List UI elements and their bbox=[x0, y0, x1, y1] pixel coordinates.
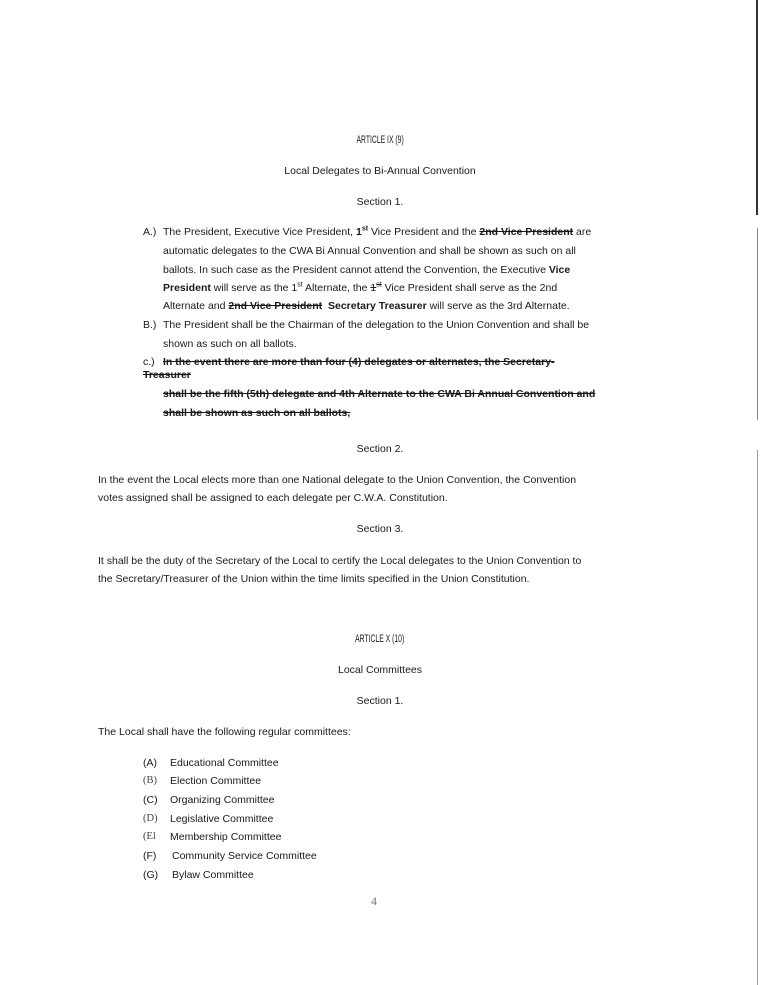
page-number: 4 bbox=[371, 894, 377, 908]
text-segment: will serve as the 3rd Alternate. bbox=[426, 300, 570, 312]
struck-text: 1 bbox=[370, 282, 377, 294]
article-x-title-text: ARTICLE X (10) bbox=[355, 633, 405, 645]
scan-edge-line bbox=[756, 0, 758, 215]
text-segment: automatic delegates to the CWA Bi Annual Convention and shall be shown as such on all bbox=[163, 245, 576, 257]
text-segment: ballots. In such case as the President cannot attend the Convention, the Executive bbox=[163, 264, 549, 276]
committee-name: Election Committee bbox=[170, 775, 262, 787]
text-segment: Secretary Treasurer bbox=[328, 300, 427, 312]
text-segment: 1 bbox=[356, 226, 362, 238]
struck-superscript: st bbox=[376, 281, 382, 289]
item-b-line: The President shall be the Chairman of the delegation to the Union Convention and shall be bbox=[163, 319, 590, 331]
article-x-subtitle: Local Committees bbox=[337, 664, 423, 676]
text-segment: Vice bbox=[548, 264, 571, 276]
committee-label: (A) bbox=[143, 757, 157, 769]
item-a-line bbox=[163, 225, 591, 239]
item-a-label: A.) bbox=[143, 226, 157, 238]
paragraph-line: In the event the Local elects more than one National delegate to the Union Convention, the Convention bbox=[98, 474, 577, 486]
article-ix-subtitle: Local Delegates to Bi-Annual Convention bbox=[284, 165, 476, 177]
committee-name: Community Service Committee bbox=[172, 850, 317, 862]
item-a-line bbox=[163, 281, 557, 295]
text-segment: Vice President and the bbox=[368, 226, 480, 238]
item-c-line: In the event there are more than four (4) delegates or alternates, the Secretary- bbox=[163, 356, 555, 368]
superscript: st bbox=[361, 225, 369, 233]
scan-edge-line bbox=[757, 228, 758, 420]
paragraph-line: the Secretary/Treasurer of the Union within the time limits specified in the Union Constitution. bbox=[98, 573, 530, 585]
item-b-line: shown as such on all ballots. bbox=[163, 338, 297, 350]
item-c-line: shall be the fifth (5th) delegate and 4th Alternate to the CWA Bi Annual Convention and bbox=[163, 388, 596, 400]
item-a-line bbox=[163, 263, 570, 277]
text-segment: are bbox=[573, 226, 592, 238]
article-ix-title bbox=[0, 133, 760, 147]
struck-text: 2nd Vice President bbox=[479, 226, 574, 238]
committee-name: Legislative Committee bbox=[170, 813, 274, 825]
superscript: st bbox=[297, 281, 303, 289]
article-x-title bbox=[0, 632, 760, 646]
section-heading: Section 1. bbox=[356, 695, 404, 707]
committee-label: (B) bbox=[143, 775, 157, 786]
text-segment: Alternate, the bbox=[302, 282, 371, 294]
committee-label: (C) bbox=[143, 794, 158, 806]
text-segment: will serve as the 1 bbox=[210, 282, 298, 294]
item-a-line bbox=[163, 244, 576, 258]
paragraph-line: votes assigned shall be assigned to each delegate per C.W.A. Constitution. bbox=[98, 492, 448, 504]
text-segment: The President, Executive Vice President, bbox=[163, 226, 356, 238]
committee-name: Bylaw Committee bbox=[172, 869, 254, 881]
item-c-label: c.) bbox=[143, 356, 155, 368]
text-segment: President bbox=[163, 282, 211, 294]
section-heading: Section 3. bbox=[356, 523, 404, 535]
committee-name: Educational Committee bbox=[170, 757, 279, 769]
committee-label: (G) bbox=[143, 869, 159, 881]
committee-name: Membership Committee bbox=[170, 831, 282, 843]
text-segment: Alternate and bbox=[163, 300, 229, 312]
section-heading: Section 1. bbox=[356, 196, 404, 208]
item-a-line bbox=[163, 299, 570, 313]
section-heading: Section 2. bbox=[356, 443, 404, 455]
article-ix-title-text: ARTICLE IX (9) bbox=[356, 134, 404, 146]
item-b-label: B.) bbox=[143, 319, 157, 331]
struck-text: 2nd Vice President bbox=[228, 300, 323, 312]
committee-label: (El bbox=[143, 831, 156, 842]
committee-label: (D) bbox=[143, 813, 158, 824]
committee-name: Organizing Committee bbox=[170, 794, 275, 806]
text-segment: Vice President shall serve as the 2nd bbox=[381, 282, 558, 294]
committee-label: (F) bbox=[143, 850, 157, 862]
paragraph-line: It shall be the duty of the Secretary of the Local to certify the Local delegates to the Union Convention to bbox=[98, 555, 582, 567]
item-c-line: shall be shown as such on all ballots, bbox=[163, 407, 351, 419]
item-c-line: Treasurer bbox=[143, 369, 191, 381]
committees-intro: The Local shall have the following regular committees: bbox=[98, 726, 351, 738]
